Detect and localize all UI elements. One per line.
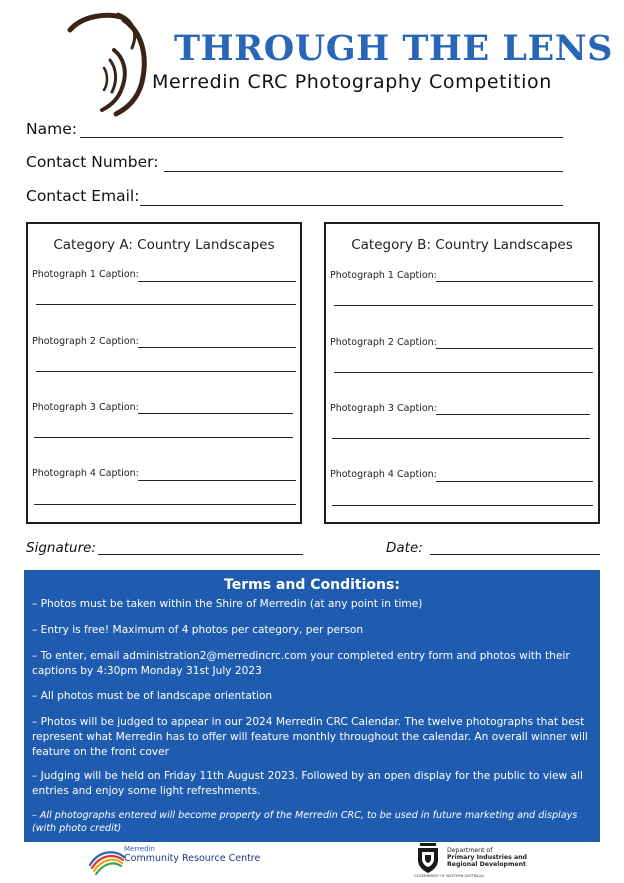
contact-number-label: Contact Number: <box>26 153 159 171</box>
government-label: GOVERNMENT OF WESTERN AUSTRALIA <box>414 874 484 878</box>
category-b-title: Category B: Country Landscapes <box>351 237 573 253</box>
caption-label: Photograph 1 Caption: <box>32 269 139 280</box>
caption-field-continued[interactable] <box>34 437 293 438</box>
terms-panel <box>24 570 600 842</box>
caption-field-continued[interactable] <box>332 438 590 439</box>
caption-field[interactable] <box>436 481 593 482</box>
department-line: Department of <box>447 847 493 854</box>
signature-label: Signature: <box>26 540 96 556</box>
crc-logo-small-text: Merredin <box>124 845 155 853</box>
term-item: – To enter, email administration2@merredincrc.com your completed entry form and photos with their captions by 4:30pm Monday 31st July 2023 <box>32 650 570 677</box>
caption-label: Photograph 1 Caption: <box>330 270 437 281</box>
contact-email-field[interactable] <box>140 205 563 206</box>
caption-label: Photograph 4 Caption: <box>330 469 437 480</box>
caption-field-continued[interactable] <box>334 372 593 373</box>
date-label: Date: <box>386 540 423 556</box>
department-line: Regional Development <box>447 861 526 868</box>
caption-field-continued[interactable] <box>34 504 296 505</box>
caption-field[interactable] <box>138 281 296 282</box>
department-line: Primary Industries and <box>447 854 527 861</box>
crc-logo-name: Community Resource Centre <box>124 853 261 864</box>
term-item: – Judging will be held on Friday 11th August 2023. Followed by an open display for the public to view all entries and enjoy some light refreshments. <box>32 770 583 797</box>
caption-field-continued[interactable] <box>334 305 593 306</box>
name-field[interactable] <box>80 137 563 138</box>
caption-label: Photograph 2 Caption: <box>32 336 139 347</box>
name-label: Name: <box>26 120 77 138</box>
caption-field[interactable] <box>138 347 296 348</box>
caption-label: Photograph 3 Caption: <box>32 402 139 413</box>
caption-label: Photograph 2 Caption: <box>330 337 437 348</box>
caption-label: Photograph 4 Caption: <box>32 468 139 479</box>
term-item: – Entry is free! Maximum of 4 photos per category, per person <box>32 624 364 636</box>
caption-field[interactable] <box>138 480 296 481</box>
caption-field-continued[interactable] <box>36 304 296 305</box>
term-item: – Photos must be taken within the Shire of Merredin (at any point in time) <box>32 598 423 610</box>
date-field[interactable] <box>430 554 600 555</box>
category-a-title: Category A: Country Landscapes <box>53 237 275 253</box>
caption-field[interactable] <box>436 348 593 349</box>
caption-label: Photograph 3 Caption: <box>330 403 437 414</box>
page-title: THROUGH THE LENS <box>174 28 613 69</box>
contact-number-field[interactable] <box>164 171 563 172</box>
caption-field[interactable] <box>436 414 590 415</box>
contact-email-label: Contact Email: <box>26 187 140 205</box>
department-name <box>447 847 527 868</box>
term-item: – Photos will be judged to appear in our 2024 Merredin CRC Calendar. The twelve photographs that best represent what Merredin has to offer will feature monthly throughout the calendar. An overall winner will feature on the front cover <box>32 716 588 758</box>
term-item-note: – All photographs entered will become property of the Merredin CRC, to be used in future marketing and displays (with photo credit) <box>32 810 578 834</box>
camera-lens-swirl-icon <box>62 8 172 120</box>
caption-field-continued[interactable] <box>332 505 593 506</box>
term-item: – All photos must be of landscape orientation <box>32 690 273 702</box>
caption-field[interactable] <box>138 413 293 414</box>
caption-field[interactable] <box>436 281 593 282</box>
wa-crest-icon <box>414 842 442 874</box>
caption-field-continued[interactable] <box>36 371 296 372</box>
category-a-box <box>26 222 302 524</box>
signature-field[interactable] <box>98 554 303 555</box>
category-b-box <box>324 222 600 524</box>
page-subtitle: Merredin CRC Photography Competition <box>152 71 552 93</box>
terms-title: Terms and Conditions: <box>224 577 400 593</box>
